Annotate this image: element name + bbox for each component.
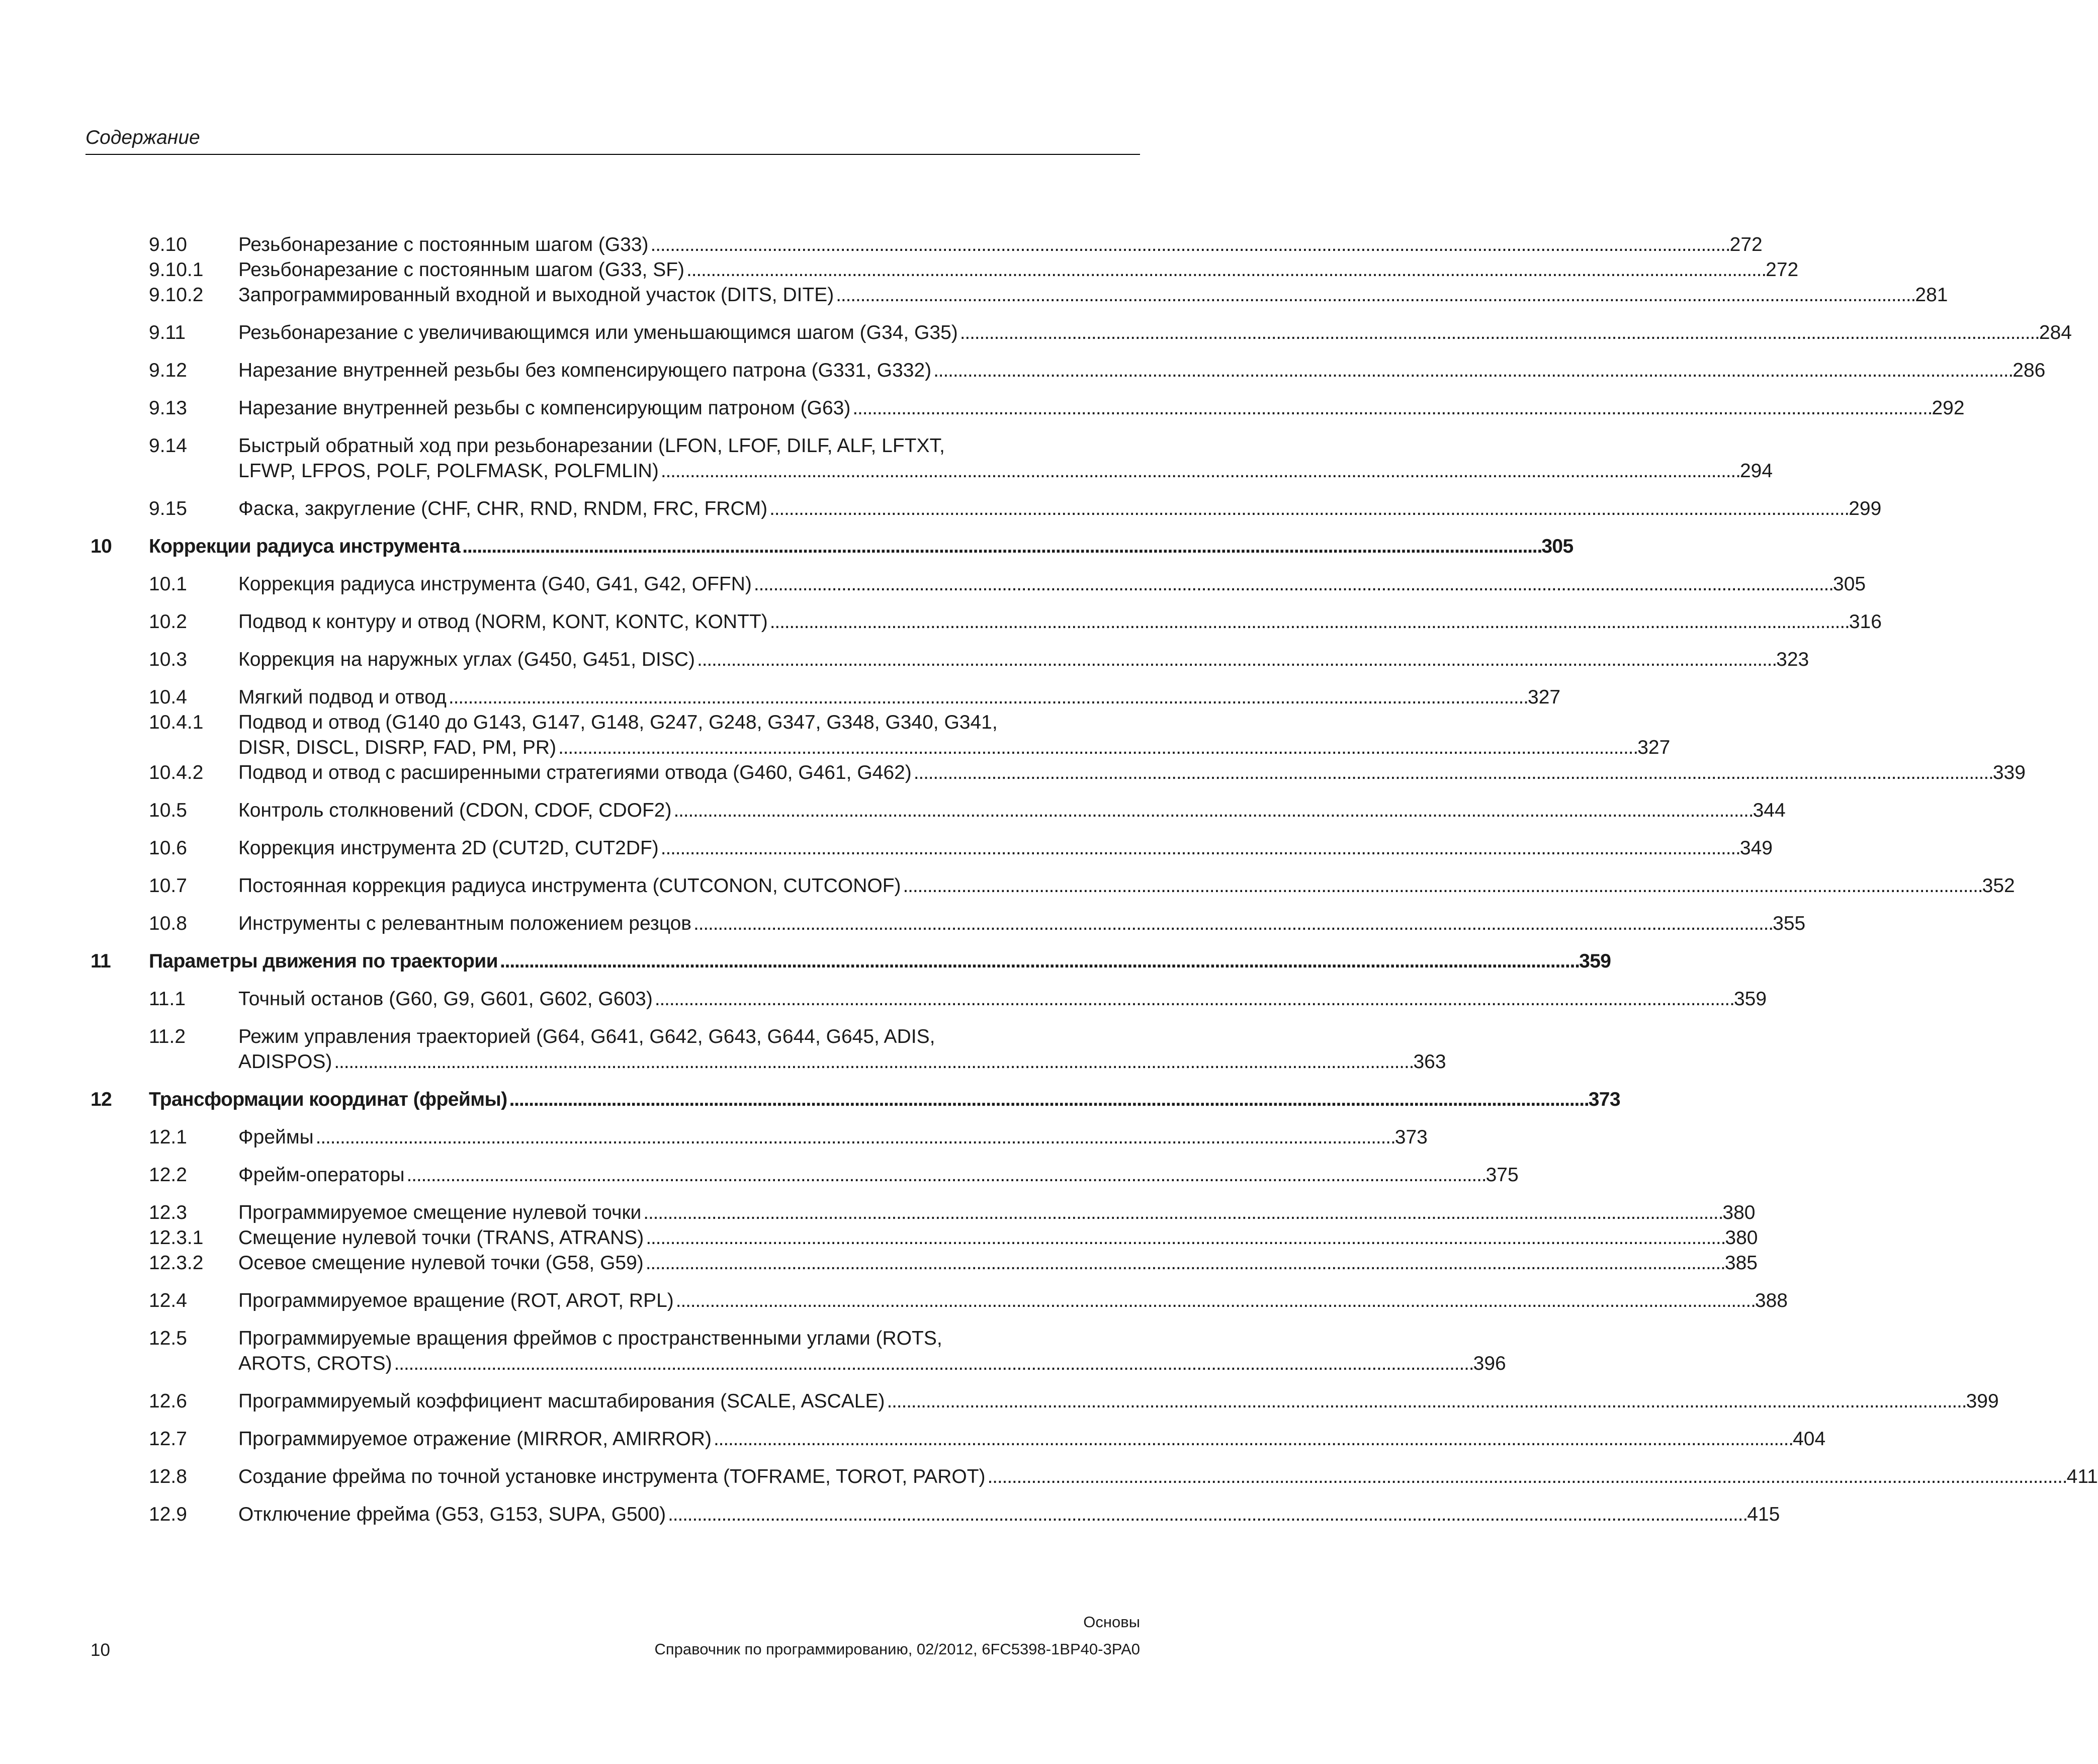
dot-leader: [668, 1502, 1745, 1527]
toc-number: 10.4.2: [149, 762, 204, 783]
toc-entry[interactable]: [149, 1427, 1826, 1452]
toc-title-text: Параметры движения по траектории: [149, 950, 498, 972]
toc-title: [238, 1251, 1758, 1276]
toc-title: [238, 1427, 1826, 1452]
dot-leader: [960, 320, 2037, 345]
toc-entry[interactable]: [149, 911, 1806, 936]
toc-title-line: Режим управления траекторией (G64, G641, G642, G643, G644, G645, ADIS,: [238, 1026, 935, 1047]
toc-entry[interactable]: [149, 1225, 1758, 1251]
toc-title-text: Резьбонарезание с постоянным шагом (G33): [238, 234, 649, 255]
dot-leader: [836, 283, 1913, 308]
toc-page-number: 284: [2039, 322, 2072, 343]
toc-title-line: Подвод и отвод (G140 до G143, G147, G148, G247, G248, G347, G348, G340, G341,: [238, 712, 998, 733]
toc-title: [238, 1225, 1758, 1251]
toc-title: [238, 1024, 1446, 1075]
toc-entry[interactable]: [149, 320, 2072, 345]
toc-page-number: 316: [1849, 611, 1882, 633]
toc-title-text: Осевое смещение нулевой точки (G58, G59): [238, 1252, 644, 1274]
toc-number: 12.1: [149, 1126, 187, 1148]
dot-leader: [686, 257, 1764, 283]
dot-leader: [754, 572, 1831, 597]
toc-number: 12.9: [149, 1504, 187, 1525]
toc-title-text: Нарезание внутренней резьбы без компенсирующего патрона (G331, G332): [238, 360, 932, 381]
dot-leader: [334, 1049, 1411, 1075]
toc-title: [149, 534, 1574, 559]
toc-number: 12.3.2: [149, 1252, 204, 1274]
toc-entry[interactable]: [149, 760, 2026, 785]
toc-page-number: 327: [1528, 686, 1561, 708]
toc-title-text: Нарезание внутренней резьбы с компенсирующим патроном (G63): [238, 397, 851, 419]
toc-title: [238, 433, 1773, 484]
toc-number: 10.4.1: [149, 712, 204, 733]
toc-page-number: 299: [1849, 498, 1882, 519]
toc-entry[interactable]: [149, 1464, 2098, 1489]
toc-page-number: 281: [1915, 284, 1948, 306]
toc-number: 12.8: [149, 1466, 187, 1487]
toc-title: [238, 911, 1806, 936]
toc-title-text: Фаска, закругление (CHF, CHR, RND, RNDM, FRC, FRCM): [238, 498, 768, 519]
toc-number: 12.3: [149, 1202, 187, 1223]
toc-number: 10.7: [149, 875, 187, 897]
toc-number: 10.2: [149, 611, 187, 633]
toc-entry[interactable]: [149, 1502, 1780, 1527]
toc-entry[interactable]: [149, 873, 2015, 899]
toc-entry[interactable]: [149, 232, 1763, 257]
dot-leader: [406, 1163, 1483, 1188]
toc-entry[interactable]: [149, 1200, 1756, 1225]
toc-title: [238, 685, 1561, 710]
toc-title-text: Коррекция инструмента 2D (CUT2D, CUT2DF): [238, 837, 659, 859]
toc-page-number: 380: [1722, 1202, 1756, 1223]
toc-page-number: 352: [1982, 875, 2015, 897]
toc-title-text: Подвод и отвод с расширенными стратегиями отвода (G460, G461, G462): [238, 762, 912, 783]
toc-title-text: Мягкий подвод и отвод: [238, 686, 447, 708]
toc-page-number: 373: [1394, 1126, 1428, 1148]
toc-entry[interactable]: [149, 1163, 1519, 1188]
toc-title-text: Коррекции радиуса инструмента: [149, 536, 461, 557]
toc-page-number: 385: [1724, 1252, 1758, 1274]
dot-leader: [462, 534, 1539, 559]
toc-title-text: Коррекция на наружных углах (G450, G451, DISC): [238, 649, 695, 670]
toc-title: [238, 1389, 1999, 1414]
toc-number: 12.2: [149, 1164, 187, 1186]
toc-title-text: Контроль столкновений (CDON, CDOF, CDOF2): [238, 800, 672, 821]
toc-title: [149, 1087, 1620, 1112]
footer-reference: Справочник по программированию, 02/2012, 6FC5398-1BP40-3PA0: [654, 1640, 1140, 1658]
toc-entry[interactable]: [149, 1389, 1999, 1414]
toc-title-text: Создание фрейма по точной установке инструмента (TOFRAME, TOROT, PAROT): [238, 1466, 986, 1487]
dot-leader: [394, 1351, 1471, 1376]
toc-title-text: Точный останов (G60, G9, G601, G602, G603): [238, 988, 653, 1010]
dot-leader: [558, 735, 1635, 760]
toc-number: 12.6: [149, 1390, 187, 1412]
toc-page-number: 292: [1932, 397, 1965, 419]
dot-leader: [933, 358, 2010, 383]
toc-entry[interactable]: [149, 1024, 1446, 1075]
toc-page-number: 359: [1579, 950, 1611, 972]
dot-leader: [676, 1288, 1753, 1313]
toc-title: [238, 1326, 1506, 1376]
toc-number: 9.15: [149, 498, 187, 519]
toc-page-number: 305: [1833, 573, 1866, 595]
dot-leader: [693, 911, 1771, 936]
toc-number: 9.10: [149, 234, 187, 255]
toc-page-number: 404: [1793, 1428, 1826, 1450]
toc-title-text: Смещение нулевой точки (TRANS, ATRANS): [238, 1227, 644, 1249]
toc-title: [238, 873, 2015, 899]
toc-page-number: 359: [1733, 988, 1767, 1010]
toc-number: 10.6: [149, 837, 187, 859]
dot-leader: [914, 760, 1991, 785]
toc-entry[interactable]: [149, 609, 1882, 635]
toc-title: [238, 1125, 1428, 1150]
dot-leader: [316, 1125, 1393, 1150]
toc-title: [238, 987, 1767, 1012]
toc-title: [238, 1502, 1780, 1527]
toc-entry[interactable]: [149, 1326, 1506, 1376]
toc-entry[interactable]: [149, 1251, 1758, 1276]
footer-page-number: 10: [91, 1640, 110, 1660]
toc-chapter[interactable]: [91, 534, 1574, 559]
toc-number: 12.7: [149, 1428, 187, 1450]
toc-title: [238, 836, 1773, 861]
toc-number: 9.10.1: [149, 259, 204, 281]
toc-title: [238, 609, 1882, 635]
toc-entry[interactable]: [149, 1288, 1788, 1313]
toc-entry[interactable]: [149, 496, 1882, 521]
toc-chapter[interactable]: [91, 1087, 1620, 1112]
toc-page-number: 323: [1776, 649, 1809, 670]
toc-title: [238, 572, 1866, 597]
toc-entry[interactable]: [149, 358, 2046, 383]
toc-title-text: Трансформации координат (фреймы): [149, 1089, 507, 1110]
toc-number: 10.5: [149, 800, 187, 821]
toc-title: [149, 949, 1611, 974]
toc-entry[interactable]: [149, 836, 1773, 861]
toc-title-text: Резьбонарезание с увеличивающимся или уменьшающимся шагом (G34, G35): [238, 322, 958, 343]
toc-number: 10: [91, 536, 112, 557]
dot-leader: [646, 1225, 1723, 1251]
dot-leader: [770, 609, 1847, 635]
toc-entry[interactable]: [149, 1125, 1428, 1150]
toc-title: [238, 396, 1965, 421]
footer-document-name: Основы: [1083, 1613, 1140, 1631]
toc-title: [238, 257, 1799, 283]
toc-entry[interactable]: [149, 433, 1773, 484]
toc-title-text: Программируемый коэффициент масштабирования (SCALE, ASCALE): [238, 1390, 885, 1412]
dot-leader: [714, 1427, 1791, 1452]
toc-number: 12.3.1: [149, 1227, 204, 1249]
toc-title-text: Программируемое вращение (ROT, AROT, RPL): [238, 1290, 674, 1311]
toc-number: 11.1: [149, 988, 186, 1010]
toc-number: 9.13: [149, 397, 187, 419]
toc-title-text: Программируемое смещение нулевой точки: [238, 1202, 642, 1223]
toc-title-text: Инструменты с релевантным положением резцов: [238, 913, 692, 934]
toc-title-text: Отключение фрейма (G53, G153, SUPA, G500): [238, 1504, 666, 1525]
toc-page-number: 339: [1992, 762, 2026, 783]
toc-title: [238, 283, 1948, 308]
toc-number: 11.2: [149, 1026, 186, 1047]
toc-entry[interactable]: [149, 283, 1948, 308]
toc-title: [238, 710, 1671, 760]
dot-leader: [509, 1087, 1587, 1112]
toc-page-number: 380: [1725, 1227, 1758, 1249]
dot-leader: [661, 459, 1738, 484]
toc-title-continuation: LFWP, LFPOS, POLF, POLFMASK, POLFMLIN): [238, 460, 659, 482]
toc-title-text: Программируемое отражение (MIRROR, AMIRROR): [238, 1428, 712, 1450]
toc-entry[interactable]: [149, 987, 1767, 1012]
toc-title-text: Подвод к контуру и отвод (NORM, KONT, KONTC, KONTT): [238, 611, 768, 633]
toc-page-number: 286: [2013, 360, 2046, 381]
toc-title: [238, 232, 1763, 257]
toc-page-number: 305: [1541, 536, 1574, 557]
dot-leader: [643, 1200, 1720, 1225]
toc-title-continuation: AROTS, CROTS): [238, 1353, 392, 1374]
dot-leader: [673, 798, 1751, 823]
toc-number: 10.4: [149, 686, 187, 708]
toc-number: 10.1: [149, 573, 187, 595]
toc-page-number: 396: [1473, 1353, 1506, 1374]
dot-leader: [988, 1464, 2065, 1489]
toc-title: [238, 358, 2046, 383]
dot-leader: [852, 396, 1930, 421]
toc-page-number: 373: [1588, 1089, 1620, 1110]
toc-title-line: Быстрый обратный ход при резьбонарезании (LFON, LFOF, DILF, ALF, LFTXT,: [238, 435, 945, 457]
toc-page-number: 349: [1739, 837, 1773, 859]
toc-page-number: 411: [2066, 1466, 2098, 1487]
dot-leader: [697, 647, 1774, 672]
toc-entry[interactable]: [149, 685, 1561, 710]
toc-number: 11: [91, 950, 111, 972]
toc-page-number: 355: [1773, 913, 1806, 934]
toc-title: [238, 760, 2026, 785]
toc-entry[interactable]: [149, 710, 1671, 760]
dot-leader: [500, 949, 1577, 974]
toc-title-line: Программируемые вращения фреймов с пространственными углами (ROTS,: [238, 1328, 942, 1349]
toc-title: [238, 1163, 1519, 1188]
toc-entry[interactable]: [149, 396, 1965, 421]
dot-leader: [449, 685, 1526, 710]
toc-page-number: 272: [1729, 234, 1763, 255]
toc-page-number: 272: [1766, 259, 1799, 281]
toc-title: [238, 320, 2072, 345]
toc-title: [238, 798, 1786, 823]
toc-number: 10.8: [149, 913, 187, 934]
toc-title: [238, 1288, 1788, 1313]
dot-leader: [903, 873, 1980, 899]
toc-number: 9.12: [149, 360, 187, 381]
running-header: Содержание: [85, 127, 200, 148]
toc-page-number: 415: [1747, 1504, 1780, 1525]
toc-number: 10.3: [149, 649, 187, 670]
dot-leader: [651, 232, 1728, 257]
toc-title-text: Постоянная коррекция радиуса инструмента (CUTCONON, CUTCONOF): [238, 875, 901, 897]
toc-page-number: 399: [1966, 1390, 1999, 1412]
toc-entry[interactable]: [149, 572, 1866, 597]
toc-number: 9.11: [149, 322, 186, 343]
toc-entry[interactable]: [149, 257, 1799, 283]
toc-page-number: 363: [1413, 1051, 1446, 1073]
dot-leader: [887, 1389, 1964, 1414]
toc-number: 9.14: [149, 435, 187, 457]
dot-leader: [646, 1251, 1723, 1276]
toc-page-number: 344: [1753, 800, 1786, 821]
toc-title-text: Фрейм-операторы: [238, 1164, 405, 1186]
toc-number: 9.10.2: [149, 284, 204, 306]
dot-leader: [661, 836, 1738, 861]
toc-page-number: 375: [1485, 1164, 1519, 1186]
toc-title-continuation: ADISPOS): [238, 1051, 332, 1073]
toc-number: 12.4: [149, 1290, 187, 1311]
toc-title-continuation: DISR, DISCL, DISRP, FAD, PM, PR): [238, 737, 557, 758]
toc-page-number: 294: [1739, 460, 1773, 482]
toc-title-text: Резьбонарезание с постоянным шагом (G33, SF): [238, 259, 685, 281]
toc-title-text: Фреймы: [238, 1126, 314, 1148]
toc-entry[interactable]: [149, 647, 1809, 672]
toc-title-text: Запрограммированный входной и выходной участок (DITS, DITE): [238, 284, 834, 306]
toc-page-number: 388: [1755, 1290, 1788, 1311]
toc-page-number: 327: [1637, 737, 1671, 758]
toc-title: [238, 647, 1809, 672]
toc-number: 12: [91, 1089, 112, 1110]
toc-chapter[interactable]: [91, 949, 1611, 974]
toc-title-text: Коррекция радиуса инструмента (G40, G41, G42, OFFN): [238, 573, 752, 595]
toc-entry[interactable]: [149, 798, 1786, 823]
dot-leader: [655, 987, 1732, 1012]
dot-leader: [769, 496, 1847, 521]
toc-title: [238, 1200, 1756, 1225]
toc-title: [238, 1464, 2098, 1489]
toc-number: 12.5: [149, 1328, 187, 1349]
toc-title: [238, 496, 1882, 521]
